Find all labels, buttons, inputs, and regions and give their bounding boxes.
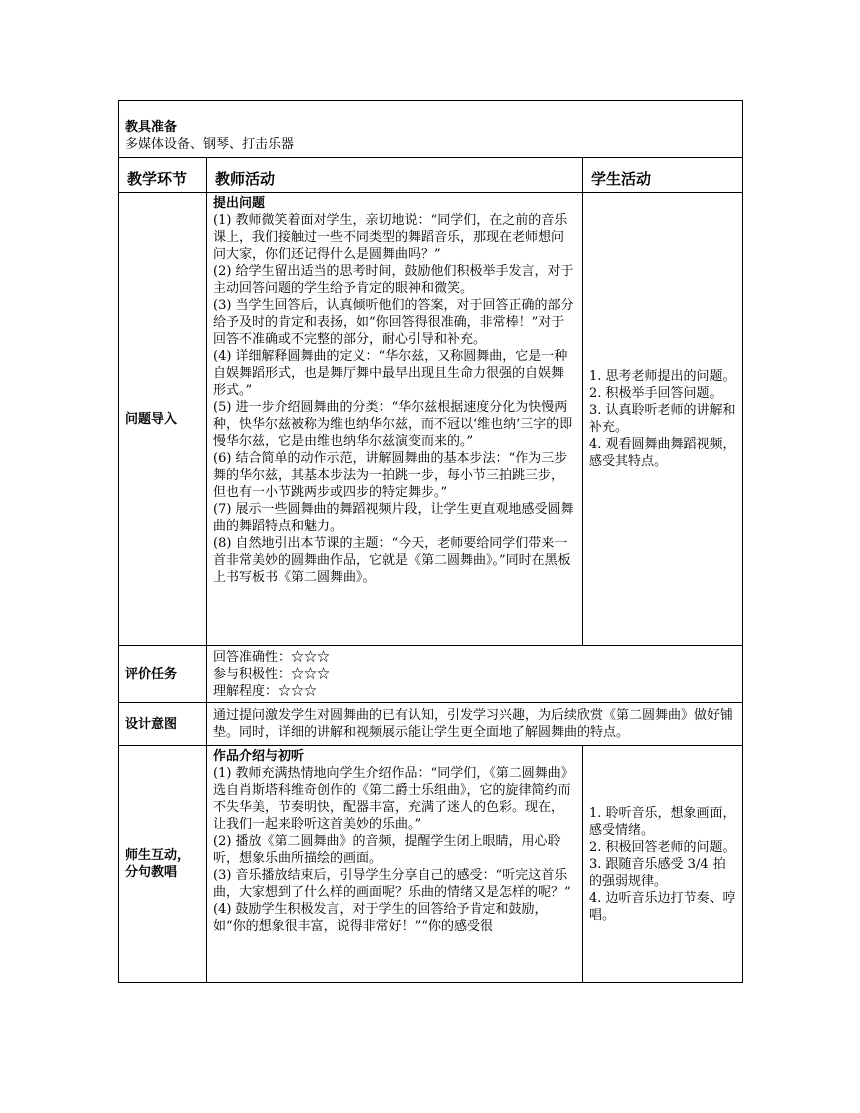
design-stage: 设计意图	[119, 703, 207, 746]
prep-row	[119, 101, 743, 158]
section2-teacher-item: (2) 播放《第二圆舞曲》的音频，提醒学生闭上眼睛，用心聆听，想象乐曲所描绘的画面。	[213, 834, 561, 866]
section2-student-item: 1. 聆听音乐，想象画面，感受情绪。	[589, 805, 736, 838]
design-content: 通过提问激发学生对圆舞曲的已有认知，引发学习兴趣，为后续欣赏《第二圆舞曲》做好铺垫。同时，详细的讲解和视频展示能让学生更全面地了解圆舞曲的特点。	[207, 703, 743, 746]
section1-teacher-item: (6) 结合简单的动作示范，讲解圆舞曲的基本步法：“作为三步舞的华尔兹，其基本步法为一拍跳一步，每小节三拍跳三步，但也有一小节跳两步或四步的特定舞步。”	[213, 451, 568, 500]
section1-row	[119, 193, 743, 646]
section1-teacher	[207, 193, 583, 646]
section2-teacher-item: (1) 教师充满热情地向学生介绍作品：“同学们，《第二圆舞曲》选自肖斯塔科维奇创作的《第二爵士乐组曲》，它的旋律简约而不失华美，节奏明快，配器丰富，充满了迷人的色彩。现在，让我们一起来聆听这首美妙的乐曲。”	[213, 766, 574, 832]
evaluation-item: 理解程度：☆☆☆	[213, 683, 318, 699]
header-teacher: 教师活动	[207, 158, 583, 193]
section1-student-item: 4. 观看圆舞曲舞蹈视频，感受其特点。	[589, 437, 736, 469]
section2-teacher-item: (3) 音乐播放结束后，引导学生分享自己的感受：“听完这首乐曲，大家想到了什么样的画面呢？乐曲的情绪又是怎样的呢？”	[213, 868, 571, 900]
section1-teacher-item: (4) 详细解释圆舞曲的定义：“华尔兹，又称圆舞曲，它是一种自娱舞蹈形式，也是舞厅舞中最早出现且生命力很强的自娱舞形式。”	[213, 349, 568, 398]
evaluation-stage: 评价任务	[119, 646, 207, 703]
evaluation-item: 回答准确性：☆☆☆	[213, 649, 331, 665]
section1-student	[583, 193, 743, 646]
design-row	[119, 703, 743, 746]
section2-student-item: 4. 边听音乐边打节奏、哼唱。	[589, 890, 736, 923]
header-stage: 教学环节	[119, 158, 207, 193]
section1-teacher-item: (5) 进一步介绍圆舞曲的分类：“华尔兹根据速度分化为快慢两种，快华尔兹被称为维也纳华尔兹，而不冠以‘维也纳’三字的即慢华尔兹，它是由维也纳华尔兹演变而来的。”	[213, 400, 573, 449]
section1-subtitle: 提出问题	[213, 196, 266, 211]
prep-title: 教具准备	[125, 120, 178, 135]
section2-subtitle: 作品介绍与初听	[213, 749, 305, 764]
section2-student-item: 3. 跟随音乐感受 3/4 拍的强弱规律。	[589, 856, 726, 889]
section1-teacher-item: (7) 展示一些圆舞曲的舞蹈视频片段，让学生更直观地感受圆舞曲的舞蹈特点和魅力。	[213, 502, 574, 534]
lesson-plan-table	[118, 100, 743, 983]
evaluation-item: 参与积极性：☆☆☆	[213, 666, 331, 682]
header-student: 学生活动	[583, 158, 743, 193]
section1-student-item: 2. 积极举手回答问题。	[589, 386, 723, 401]
section2-stage-line: 师生互动，	[125, 848, 191, 863]
section1-teacher-item: (1) 教师微笑着面对学生，亲切地说：“同学们，在之前的音乐课上，我们接触过一些不同类型的舞蹈音乐，那现在老师想问问大家，你们还记得什么是圆舞曲吗？”	[213, 213, 568, 262]
section1-teacher-item: (2) 给学生留出适当的思考时间，鼓励他们积极举手发言，对于主动回答问题的学生给予肯定的眼神和微笑。	[213, 264, 574, 296]
section1-teacher-item: (3) 当学生回答后，认真倾听他们的答案，对于回答正确的部分给予及时的肯定和表扬，如“你回答得很准确，非常棒！”对于回答不准确或不完整的部分，耐心引导和补充。	[213, 298, 574, 347]
evaluation-row	[119, 646, 743, 703]
section2-teacher	[207, 746, 583, 983]
section2-row	[119, 746, 743, 983]
header-row	[119, 158, 743, 193]
prep-cell	[119, 101, 743, 158]
section2-stage	[119, 746, 207, 983]
section2-student	[583, 746, 743, 983]
section2-student-item: 2. 积极回答老师的问题。	[589, 839, 736, 855]
section1-student-item: 1. 思考老师提出的问题。	[589, 369, 736, 384]
prep-content: 多媒体设备、钢琴、打击乐器	[125, 137, 295, 152]
evaluation-cell	[207, 646, 743, 703]
section2-teacher-item: (4) 鼓励学生积极发言，对于学生的回答给予肯定和鼓励，如“你的想象很丰富，说得非常好！”“你的感受很	[213, 902, 548, 934]
section1-stage: 问题导入	[119, 193, 207, 646]
section2-stage-line: 分句教唱	[125, 865, 178, 880]
section1-student-item: 3. 认真聆听老师的讲解和补充。	[589, 403, 736, 435]
section1-teacher-item: (8) 自然地引出本节课的主题：“今天，老师要给同学们带来一首非常美妙的圆舞曲作品，它就是《第二圆舞曲》。”同时在黑板上书写板书《第二圆舞曲》。	[213, 536, 571, 585]
